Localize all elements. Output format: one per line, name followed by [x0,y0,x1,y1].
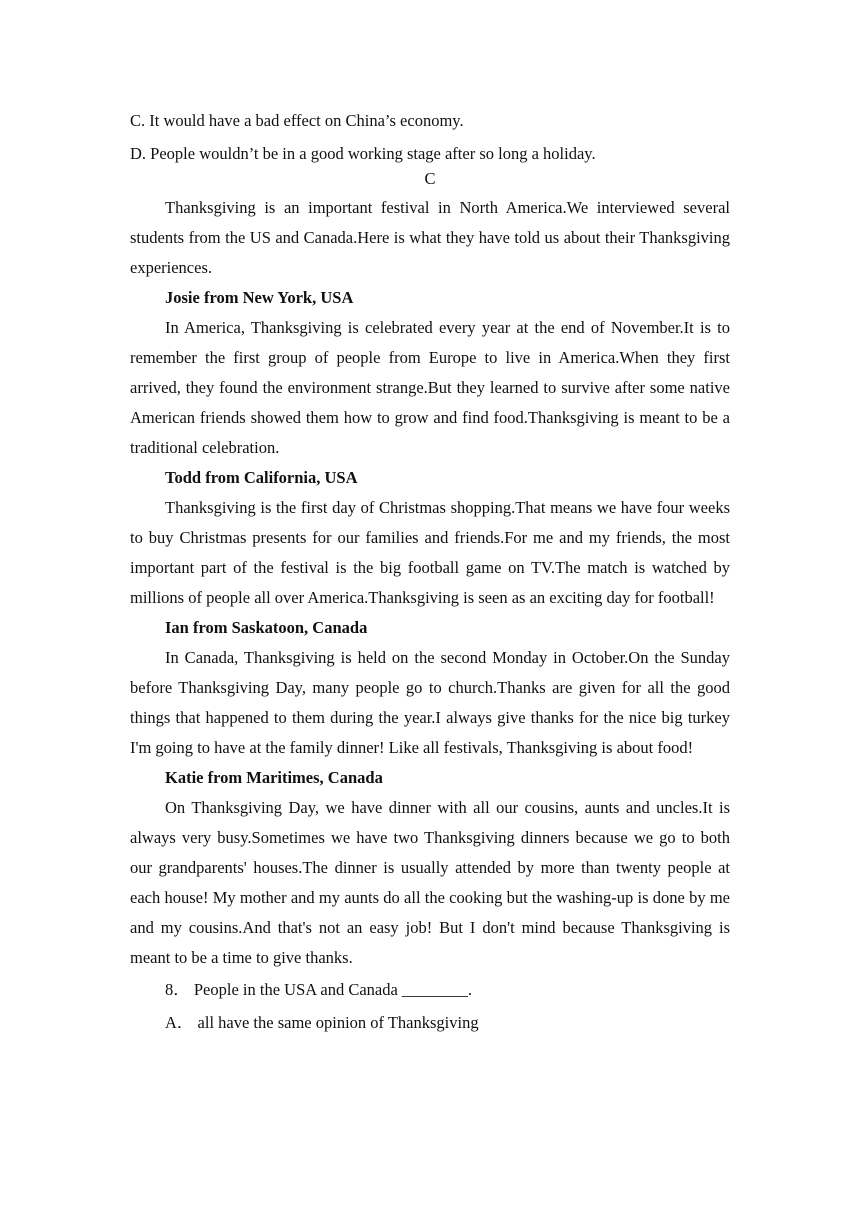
question-option-a: A． all have the same opinion of Thanksgiving [165,1013,479,1032]
person-text-josie: In America, Thanksgiving is celebrated every year at the end of November.It is to remember the first group of people from Europe to live in America.When they first arrived, they found the environment strange.But they learned to survive after some native American friends showed them how to grow and find food.Thanksgiving is meant to be a traditional celebration. [130,318,730,457]
person-text-todd: Thanksgiving is the first day of Christmas shopping.That means we have four weeks to buy Christmas presents for our families and friends.For me and my friends, the most important part of the festival is the big football game on TV.The match is watched by millions of people all over America.Thanksgiving is seen as an exciting day for football! [130,498,730,607]
question-stem: 8． People in the USA and Canada ________. [165,980,473,999]
document-page [130,106,730,1039]
person-text-katie: On Thanksgiving Day, we have dinner with all our cousins, aunts and uncles.It is always very busy.Sometimes we have two Thanksgiving dinners because we go to both our grandparents' houses.The dinner is usually attended by more than twenty people at each house! My mother and my aunts do all the cooking but the washing-up is done by me and my cousins.And that's not an easy job! But I don't mind because Thanksgiving is meant to be a time to give thanks. [130,798,730,967]
option-c: C. It would have a bad effect on China’s economy. [130,111,464,130]
person-name-katie: Katie from Maritimes, Canada [165,768,383,787]
person-name-ian: Ian from Saskatoon, Canada [165,618,368,637]
person-text-ian: In Canada, Thanksgiving is held on the second Monday in October.On the Sunday before Thanksgiving Day, many people go to church.Thanks are given for all the good things that happened to them during the year.I always give thanks for the nice big turkey I'm going to have at the family dinner! Like all festivals, Thanksgiving is about food! [130,648,730,757]
section-heading: C [424,169,436,188]
person-name-todd: Todd from California, USA [165,468,358,487]
intro-paragraph: Thanksgiving is an important festival in North America.We interviewed several students from the US and Canada.Here is what they have told us about their Thanksgiving experiences. [130,198,730,277]
person-name-josie: Josie from New York, USA [165,288,354,307]
option-d: D. People wouldn’t be in a good working stage after so long a holiday. [130,144,596,163]
